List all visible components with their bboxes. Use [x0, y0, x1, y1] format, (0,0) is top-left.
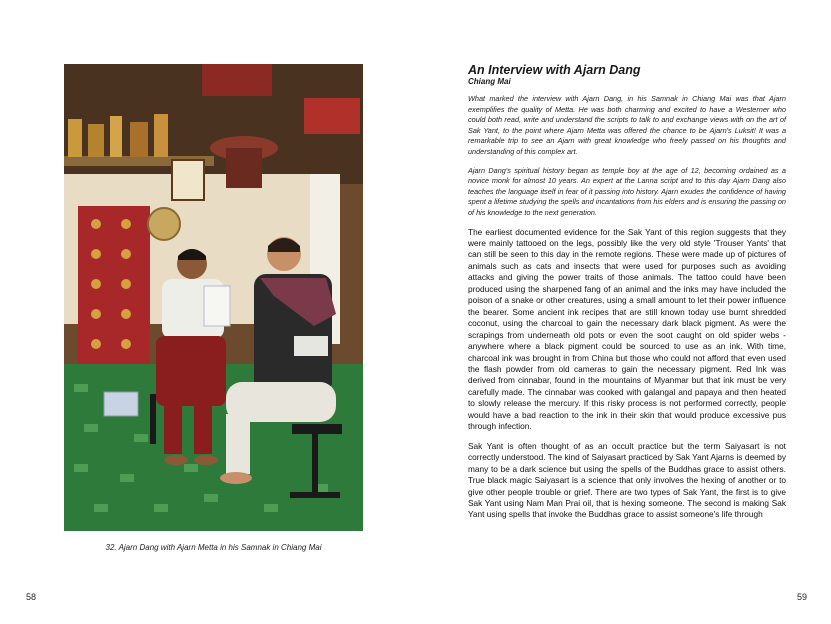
- photo-caption: 32. Ajarn Dang with Ajarn Metta in his Samnak in Chiang Mai: [105, 543, 322, 552]
- article-title: An Interview with Ajarn Dang: [468, 63, 641, 77]
- body-paragraph: The earliest documented evidence for the Sak Yant of this region suggests that they were mainly tattooed on the legs, possibly like the very old style 'Trouser Yants' that can still be seen to this day in the remote regions. These were made up of pictures of animals such as cats and insects that were used for purposes such as avoiding attacks and giving the power traits of those animals. The tattoo could have been produced using the sharpened fang of an animal and the inks may have included the poison of a snake or other creatures, using a small amount to let their power influence the bearer. Some ancient ink recipes that are still known today use burnt shredded coconut, using the charcoal to gain the necessary dark black pigment. As were the scrapings from underneath old pots or even the soot caught on old spider webs - anywhere where a black pigment could be sourced to use as an ink. With time, charcoal ink was brought in from China but those who could not afford that even used the flash powder from old cameras to gain the necessary pigment. Red Ink was derived from cinnabar, found in the mountains of Myanmar but that ink must be very carefully made. The cinnabar was cooked with galangal and papaya and then heated to slowly release the mercury. If this risky process is not performed correctly, people would have a bad reaction to the ink in their skin that would produce excessive pus through infection.: [468, 226, 786, 432]
- page-number-left: 58: [26, 592, 37, 602]
- article-subtitle: Chiang Mai: [468, 77, 511, 86]
- page-number-right: 59: [797, 592, 808, 602]
- intro-section: [468, 94, 786, 219]
- article-column: [468, 63, 786, 529]
- intro-paragraph: What marked the interview with Ajarn Dang, in his Samnak in Chiang Mai was that Ajarn exemplifies the quality of Metta. He was both charming and excited to have a Westerner who could both read, write and understand the scripts to talk to and exchange views with on the art of Sak Yant, to the point where Ajarn Metta was offered the chance to be Ajarn's Luksit! It was a remarkable trip to see an Ajarn with great knowledge who freely passed on his thoughts and understanding of this complex art.: [468, 94, 786, 156]
- body-section: [468, 227, 786, 521]
- photo-illustration: [64, 64, 363, 531]
- intro-paragraph: Ajarn Dang's spiritual history began as temple boy at the age of 12, becoming ordained as a novice monk for almost 10 years. An expert at the Lanna script and to this day Ajarn Dang also teaches the language itself in fear of it passing into history. Ajarn exudes the confidence of having spent a lifetime studying the spells and incantations from his elders and is ensuring the passing on of his knowledge to the next generation.: [468, 165, 786, 217]
- photo-ajarn-dang-and-ajarn-metta: [64, 64, 363, 531]
- body-paragraph: Sak Yant is often thought of as an occult practice but the term Saiyasart is not correctly understood. The kind of Saiyasart practiced by Sak Yant Ajarns is deemed by many to be a dark science but using the spells of the Buddhas grace to assist others. True black magic Saiyasart is a science that only involves the hexing of another or to give other people trouble or grief. There are two types of Sak Yant, the first is to give Sak Yant using Nam Man Prai oil, that is hexing someone. The second is making Sak Yant using spells that invoke the Buddhas grace to assist someone's life through: [468, 440, 786, 520]
